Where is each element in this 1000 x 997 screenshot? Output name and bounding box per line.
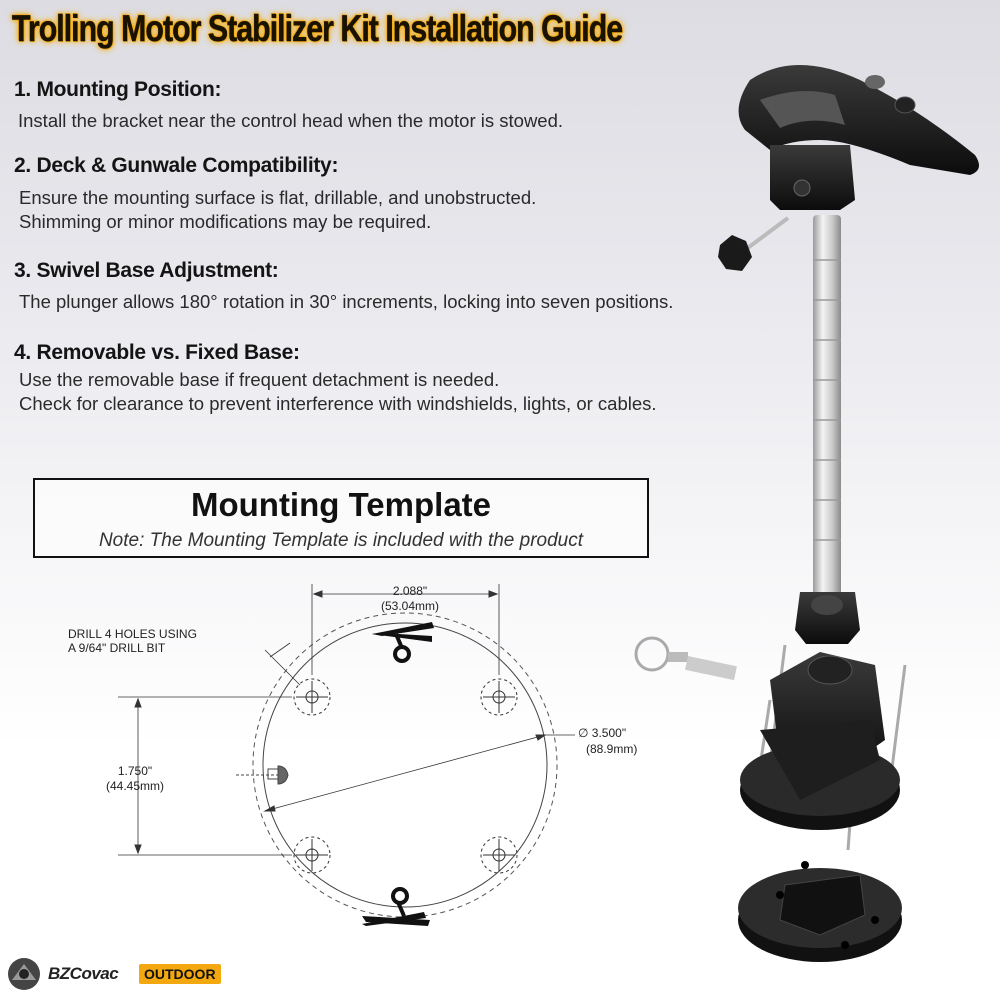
diameter-mm: (88.9mm): [586, 742, 638, 756]
template-title: Mounting Template: [190, 486, 492, 523]
diameter-symbol: ∅: [578, 726, 589, 740]
scissors-icon: [362, 889, 430, 926]
section-3-heading: 3. Swivel Base Adjustment:: [14, 259, 279, 282]
hole-spacing-mm: (53.04mm): [380, 599, 439, 613]
drill-hole-bottom-right: [481, 837, 517, 873]
drill-hole-bottom-left: [294, 837, 330, 873]
brand-name: BZCovac: [48, 964, 119, 983]
vertical-spacing-in: 1.750": [117, 764, 153, 778]
section-4-line-2: Check for clearance to prevent interference with windshields, lights, or cables.: [19, 393, 657, 414]
vertical-spacing-mm: (44.45mm): [105, 779, 164, 793]
section-2-heading: 2. Deck & Gunwale Compatibility:: [14, 154, 339, 177]
clamp-head: [739, 65, 979, 210]
plunger-mark: [236, 766, 288, 784]
drill-hole-top-right: [481, 679, 517, 715]
pull-pin: [636, 638, 737, 680]
section-4-heading: 4. Removable vs. Fixed Base:: [14, 341, 300, 364]
scissors-icon: [372, 622, 434, 661]
mounting-template-box: [33, 478, 649, 558]
section-1-line-1: Install the bracket near the control head when the motor is stowed.: [18, 110, 564, 131]
section-3-line-1: The plunger allows 180° rotation in 30° increments, locking into seven positions.: [19, 291, 674, 312]
stabilizer-product-illustration: [620, 40, 995, 990]
diameter-in: 3.500": [591, 726, 627, 740]
hole-spacing-in: 2.088": [392, 584, 428, 598]
section-2-line-1: Ensure the mounting surface is flat, drillable, and unobstructed.: [19, 187, 537, 208]
brand-logo-icon: [4, 956, 44, 992]
diameter-label: [578, 726, 626, 740]
section-2-line-2: Shimming or minor modifications may be required.: [19, 211, 432, 232]
extension-rod: [813, 215, 841, 605]
removable-base-plate: [738, 861, 902, 962]
drill-note-line-1: DRILL 4 HOLES USING: [68, 627, 197, 641]
template-inner-circle: [263, 623, 547, 907]
page-title: Trolling Motor Stabilizer Kit Installation Guide: [12, 8, 623, 49]
section-1-heading: 1. Mounting Position:: [14, 78, 222, 101]
drill-note-line-2: A 9/64" DRILL BIT: [68, 641, 166, 655]
section-4-line-1: Use the removable base if frequent detachment is needed.: [19, 369, 500, 390]
knob-screw: [718, 218, 788, 271]
template-note: Note: The Mounting Template is included with the product: [98, 530, 584, 551]
brand-tag: OUTDOOR: [139, 964, 221, 984]
